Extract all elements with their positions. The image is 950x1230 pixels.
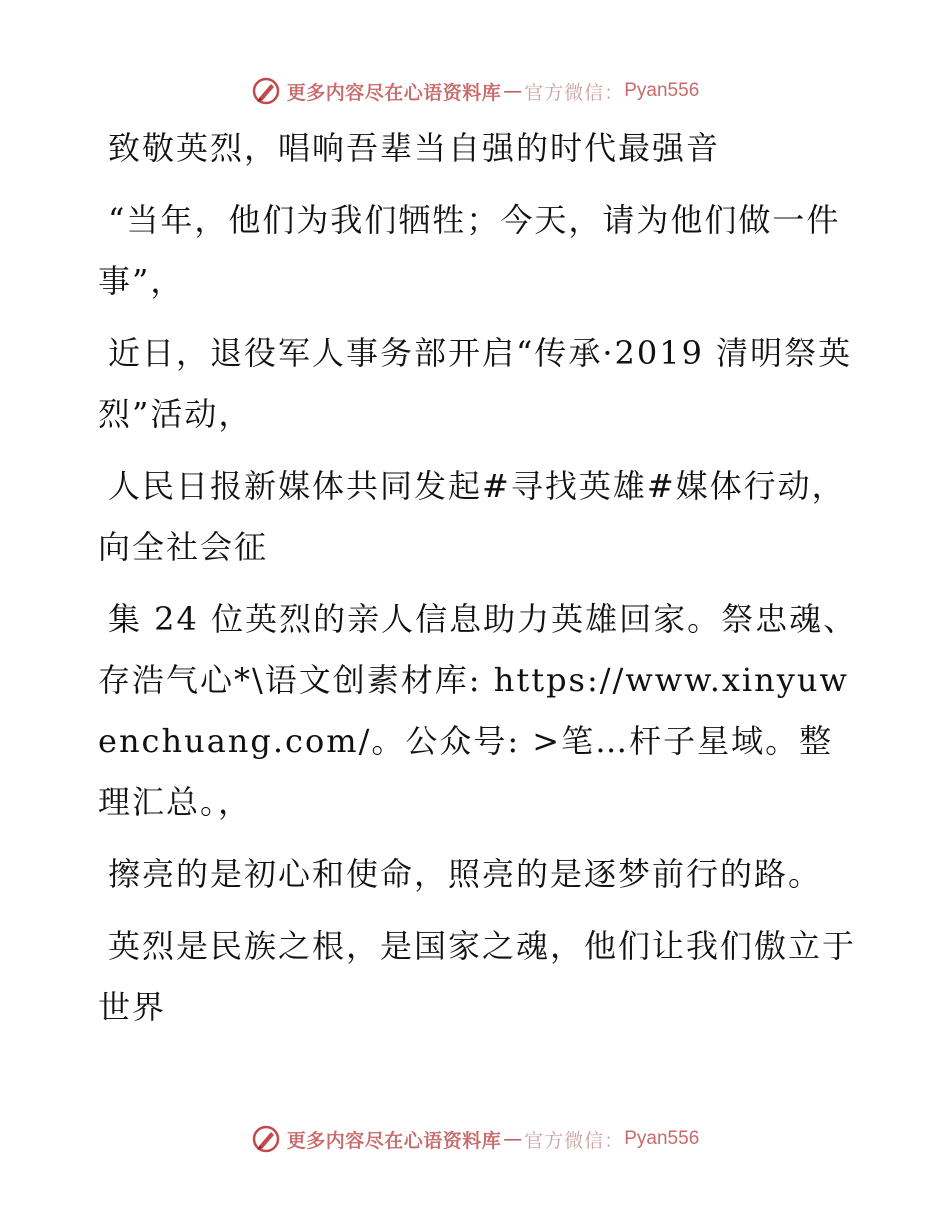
paragraph: 集 24 位英烈的亲人信息助力英雄回家。祭忠魂、存浩气心*\语文创素材库: https://www.xinyuwenchuang.com/。公众号: >笔…杆子星域。整理汇总。， [98,600,858,821]
paragraph: 近日，退役军人事务部开启“传承·2019 清明祭英烈”活动， [98,334,853,433]
paragraph-title: 致敬英烈，唱响吾辈当自强的时代最强音 [108,129,721,167]
header-wechat-id: Pyan556 [624,80,700,101]
header-dash: — [503,80,523,102]
footer-wechat-id: Pyan556 [624,1128,700,1149]
header-promo-text: 更多内容尽在心语资料库 [286,81,502,104]
paragraph: 擦亮的是初心和使命，照亮的是逐梦前行的路。 [108,855,823,893]
pen-logo-icon [251,1124,281,1154]
footer-wechat-label: 官方微信： [524,1129,625,1152]
paragraph: 英烈是民族之根，是国家之魂，他们让我们傲立于世界 [98,927,857,1026]
footer-dash: — [503,1128,523,1150]
paragraph: “当年，他们为我们牺牲；今天，请为他们做一件事”， [98,201,841,300]
header-wechat-label: 官方微信： [524,81,625,104]
pen-logo-icon [251,76,281,106]
document-body [98,118,858,1049]
footer-promo-text: 更多内容尽在心语资料库 [286,1129,502,1152]
header-banner [0,71,950,111]
footer-banner [0,1119,950,1159]
paragraph: 人民日报新媒体共同发起#寻找英雄#媒体行动，向全社会征 [98,467,846,566]
